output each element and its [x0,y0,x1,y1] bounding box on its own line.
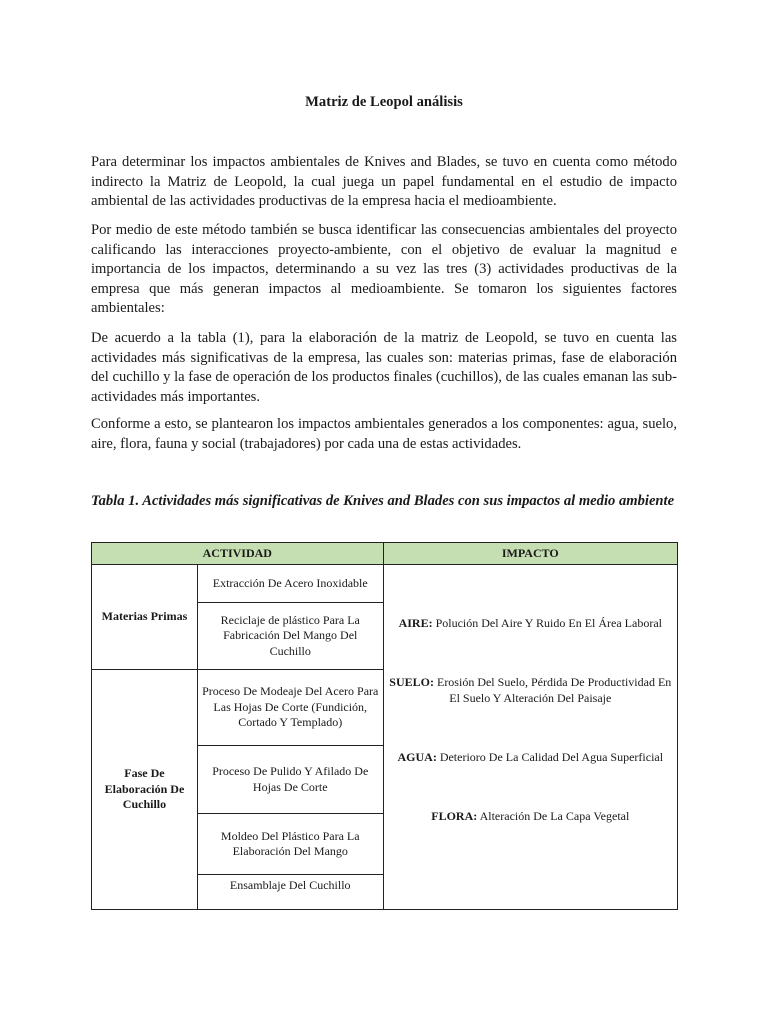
impact-text: Polución Del Aire Y Ruido En El Área Laboral [435,615,662,630]
category-fase-elaboracion: Fase De Elaboración De Cuchillo [92,670,198,910]
header-impact: IMPACTO [383,543,677,565]
impact-text: Deterioro De La Calidad Del Agua Superficial [439,750,664,765]
impact-text: Erosión Del Suelo, Pérdida De Productividad En El Suelo Y Alteración Del Paisaje [436,675,672,705]
table-row [92,565,678,603]
impact-label: SUELO: [389,675,434,690]
sub-activity: Proceso De Modeaje Del Acero Para Las Hojas De Corte (Fundición, Cortado Y Templado) [197,670,383,746]
activities-impact-table [91,542,678,910]
paragraph-3: De acuerdo a la tabla (1), para la elaboración de la matriz de Leopold, se tuvo en cuenta las actividades más significativas de la empresa, las cuales son: materias primas, fase de elaboración del cuchillo y la fase de operación de los productos finales (cuchillos), de las cuales emanan las sub-actividades más importantes. [91,330,677,405]
impact-flora [388,809,673,825]
sub-activity: Ensamblaje Del Cuchillo [197,875,383,910]
impact-label: AGUA: [397,750,437,765]
category-materias-primas: Materias Primas [92,565,198,670]
paragraph-1: Para determinar los impactos ambientales de Knives and Blades, se tuvo en cuenta como método indirecto la Matriz de Leopold, la cual juega un papel fundamental en el estudio de impacto ambiental de las actividades productivas de la empresa hacia el medioambiente. [91,154,677,209]
impact-suelo [388,675,673,706]
paragraph-2: Por medio de este método también se busca identificar las consecuencias ambientales del proyecto calificando las interacciones proyecto-ambiente, con el objetivo de evaluar la magnitud e importancia de los impactos, determinando a su vez las tres (3) actividades productivas de la empresa que más generan impactos al medioambiente. Se tomaron los siguientes factores ambientales: [91,222,677,316]
sub-activity: Moldeo Del Plástico Para La Elaboración Del Mango [197,814,383,875]
impact-text: Alteración De La Capa Vegetal [479,808,630,823]
table-header-row [92,543,678,565]
header-activity: ACTIVIDAD [92,543,384,565]
impact-aire [388,616,673,632]
sub-activity: Proceso De Pulido Y Afilado De Hojas De Corte [197,746,383,814]
impact-cell [383,565,677,910]
impact-label: FLORA: [431,808,478,823]
document-title: Matriz de Leopol análisis [305,94,463,110]
impact-label: AIRE: [398,615,433,630]
table-caption: Tabla 1. Actividades más significativas de Knives and Blades con sus impactos al medio ambiente [91,493,675,509]
sub-activity: Extracción De Acero Inoxidable [197,565,383,603]
impact-agua [388,750,673,766]
sub-activity: Reciclaje de plástico Para La Fabricación Del Mango Del Cuchillo [197,603,383,670]
paragraph-4: Conforme a esto, se plantearon los impactos ambientales generados a los componentes: agua, suelo, aire, flora, fauna y social (trabajadores) por cada una de estas actividades. [91,416,677,452]
